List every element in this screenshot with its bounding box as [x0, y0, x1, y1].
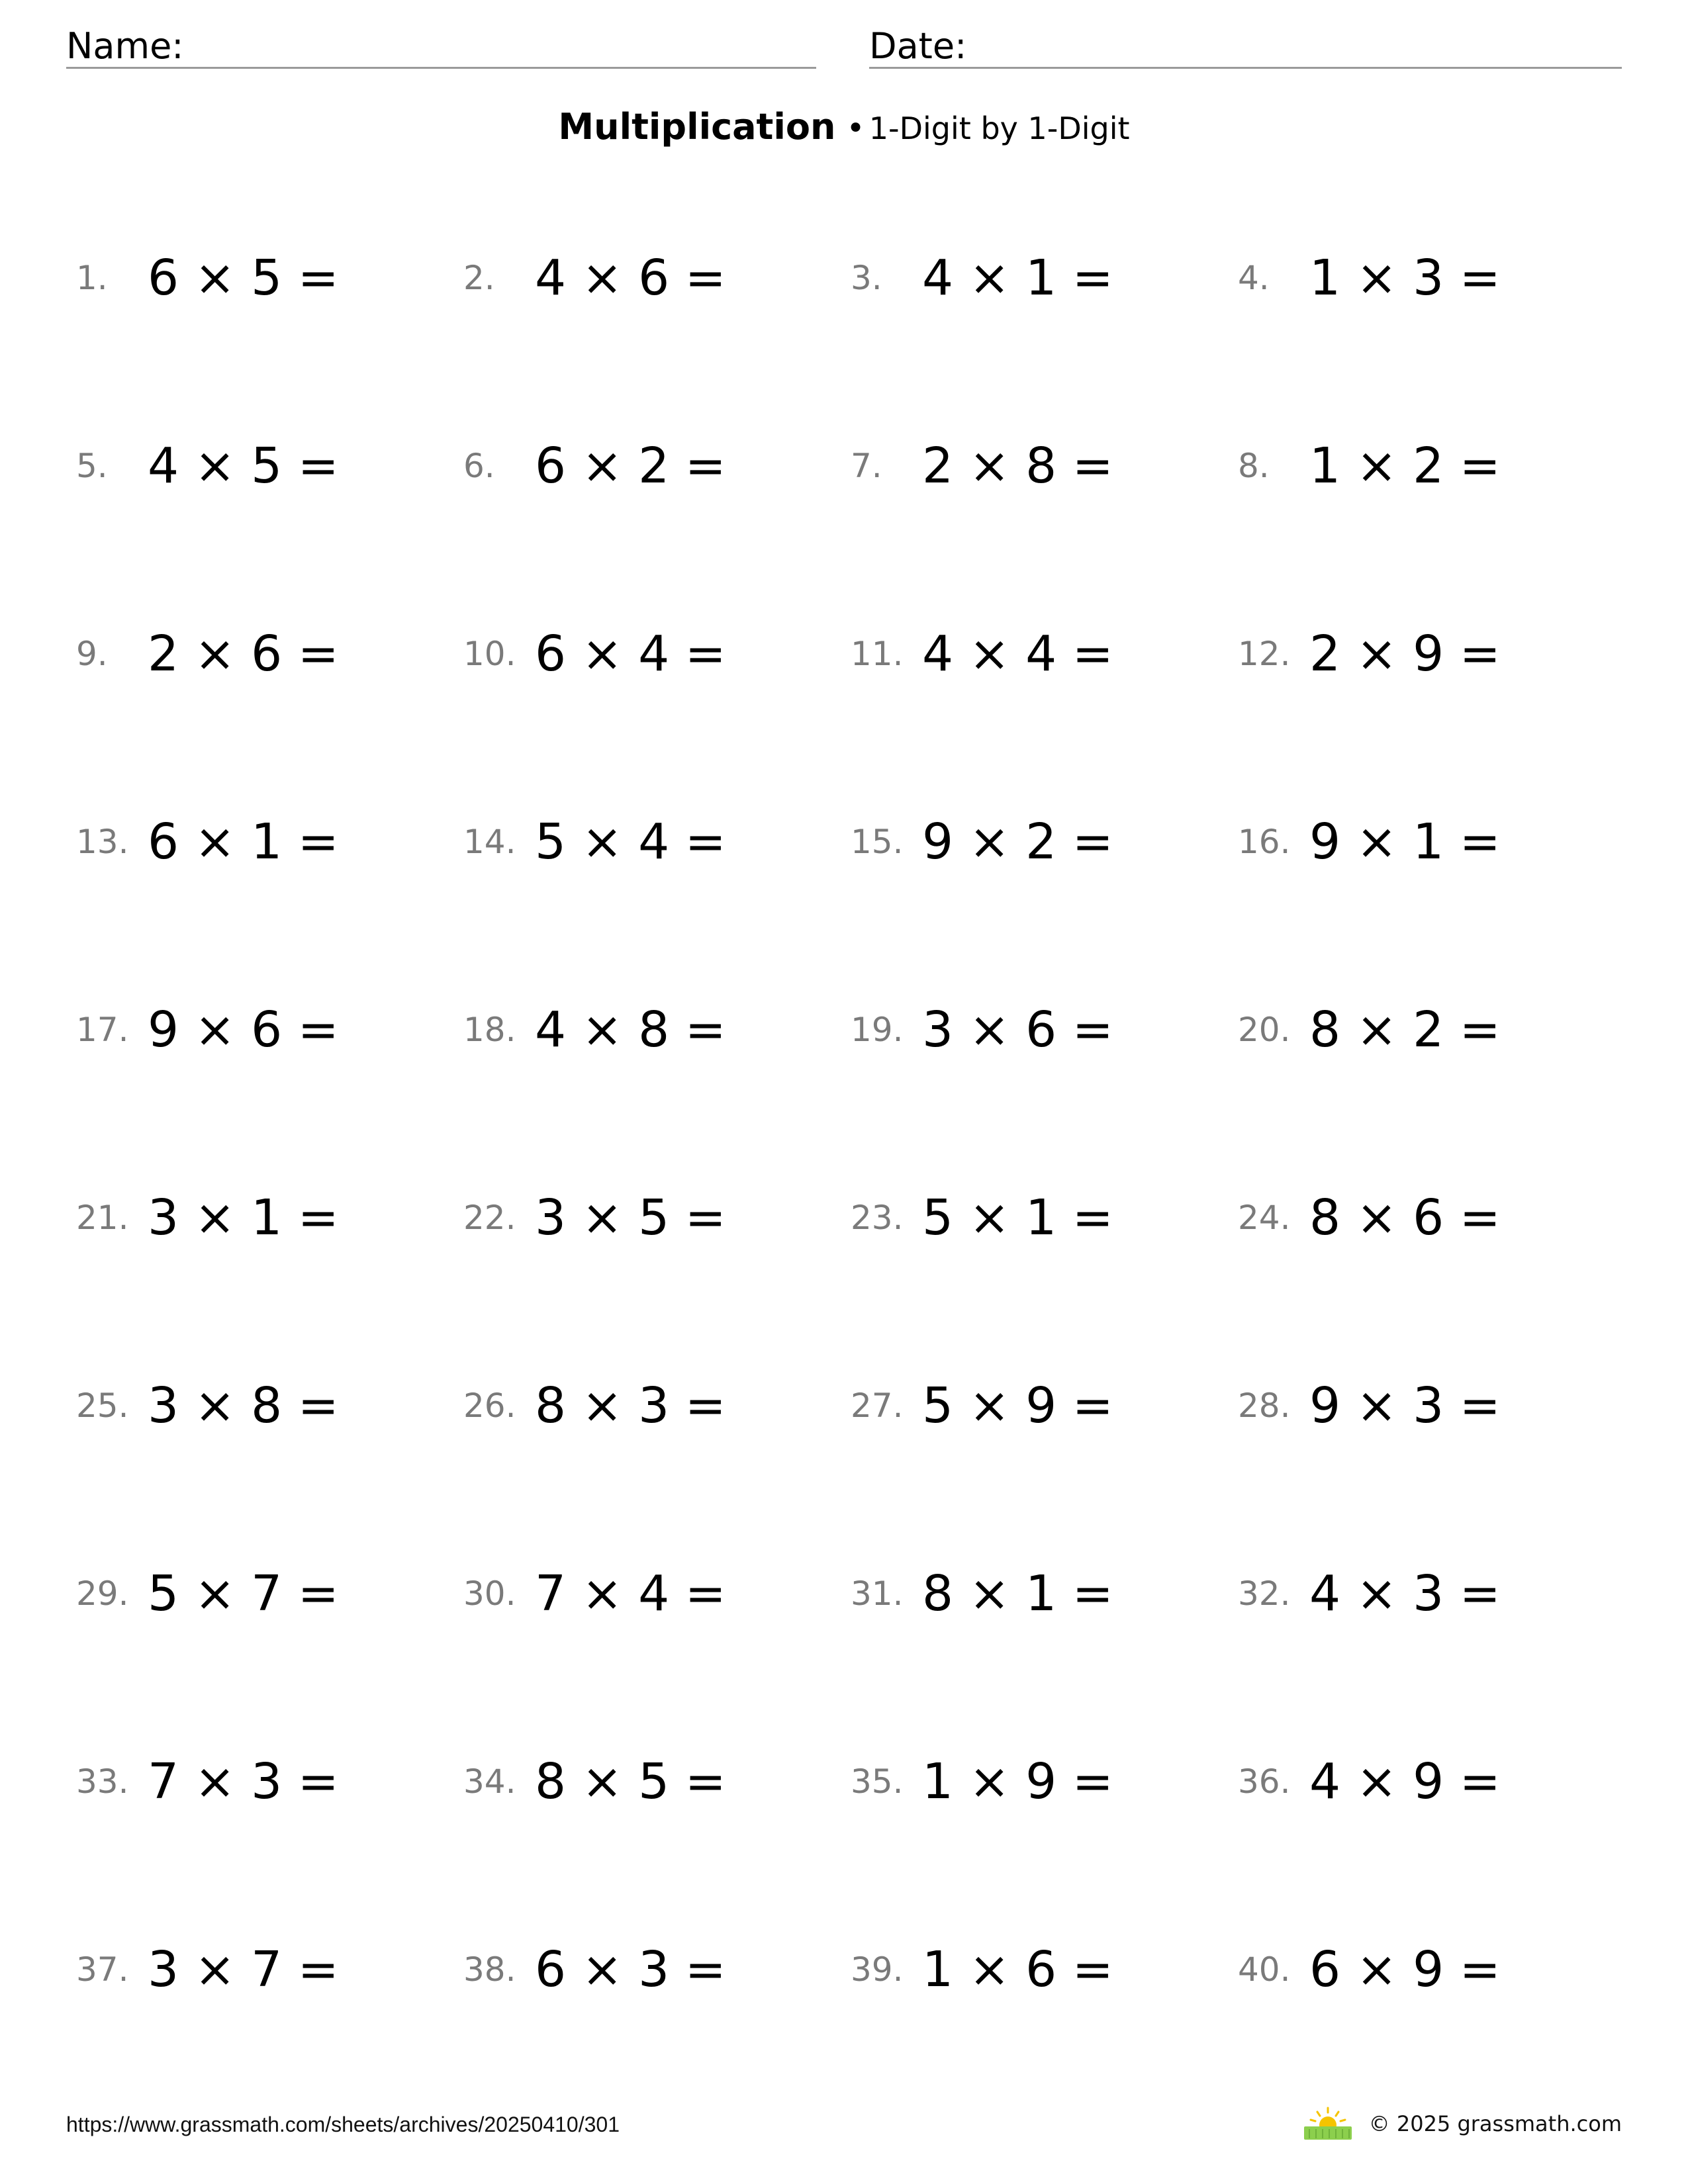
problem-number: 31.: [851, 1574, 904, 1613]
title-main: Multiplication: [558, 106, 836, 148]
problem-expression: 9 × 6 =: [148, 1001, 339, 1058]
problem-number: 27.: [851, 1387, 904, 1425]
problem-expression: 4 × 6 =: [535, 250, 726, 306]
problem-expression: 7 × 4 =: [535, 1565, 726, 1622]
problem-expression: 8 × 1 =: [922, 1565, 1113, 1622]
problem-number: 21.: [76, 1199, 129, 1237]
problem-expression: 6 × 9 =: [1309, 1941, 1501, 1998]
problem-expression: 1 × 3 =: [1309, 250, 1501, 306]
problem-number: 36.: [1238, 1762, 1291, 1801]
problem-expression: 3 × 7 =: [148, 1941, 339, 1998]
problem-expression: 1 × 2 =: [1309, 437, 1501, 494]
problem-expression: 5 × 9 =: [922, 1377, 1113, 1434]
problem-expression: 1 × 9 =: [922, 1753, 1113, 1810]
problem-grid: [76, 238, 1625, 2131]
sun-over-grass-icon: [1303, 2107, 1353, 2141]
problem-number: 32.: [1238, 1574, 1291, 1613]
problem-expression: 3 × 5 =: [535, 1189, 726, 1246]
problem-expression: 4 × 3 =: [1309, 1565, 1501, 1622]
problem-number: 5.: [76, 447, 108, 485]
name-label: Name:: [66, 25, 184, 67]
problem-expression: 6 × 1 =: [148, 813, 339, 870]
problem-number: 8.: [1238, 447, 1270, 485]
problem-number: 26.: [463, 1387, 516, 1425]
problem-expression: 9 × 1 =: [1309, 813, 1501, 870]
problem-expression: 5 × 1 =: [922, 1189, 1113, 1246]
date-label: Date:: [869, 25, 967, 67]
problem-expression: 5 × 7 =: [148, 1565, 339, 1622]
problem-expression: 6 × 4 =: [535, 625, 726, 682]
problem-expression: 3 × 8 =: [148, 1377, 339, 1434]
problem-number: 1.: [76, 259, 108, 297]
problem-expression: 6 × 5 =: [148, 250, 339, 306]
problem-expression: 8 × 5 =: [535, 1753, 726, 1810]
problem-expression: 6 × 2 =: [535, 437, 726, 494]
problem-number: 7.: [851, 447, 882, 485]
problem-number: 12.: [1238, 635, 1291, 673]
problem-number: 2.: [463, 259, 495, 297]
problem-number: 25.: [76, 1387, 129, 1425]
problem-number: 14.: [463, 823, 516, 861]
problem-number: 29.: [76, 1574, 129, 1613]
problem-number: 40.: [1238, 1950, 1291, 1989]
problem-number: 3.: [851, 259, 882, 297]
problem-expression: 5 × 4 =: [535, 813, 726, 870]
problem-expression: 2 × 6 =: [148, 625, 339, 682]
problem-number: 15.: [851, 823, 904, 861]
name-field[interactable]: [66, 24, 816, 69]
problem-expression: 6 × 3 =: [535, 1941, 726, 1998]
problem-number: 4.: [1238, 259, 1270, 297]
problem-number: 24.: [1238, 1199, 1291, 1237]
problem-expression: 7 × 3 =: [148, 1753, 339, 1810]
problem-number: 30.: [463, 1574, 516, 1613]
problem-number: 11.: [851, 635, 904, 673]
title-subtitle: 1-Digit by 1-Digit: [868, 111, 1130, 146]
problem-number: 39.: [851, 1950, 904, 1989]
problem-number: 28.: [1238, 1387, 1291, 1425]
problem-expression: 4 × 4 =: [922, 625, 1113, 682]
problem-expression: 1 × 6 =: [922, 1941, 1113, 1998]
problem-expression: 4 × 5 =: [148, 437, 339, 494]
problem-expression: 4 × 8 =: [535, 1001, 726, 1058]
problem-expression: 9 × 3 =: [1309, 1377, 1501, 1434]
footer-url: https://www.grassmath.com/sheets/archives/20250410/301: [66, 2113, 620, 2136]
problem-number: 6.: [463, 447, 495, 485]
problem-number: 35.: [851, 1762, 904, 1801]
problem-number: 10.: [463, 635, 516, 673]
problem-number: 38.: [463, 1950, 516, 1989]
footer-copyright: © 2025 grassmath.com: [1368, 2111, 1622, 2136]
problem-number: 37.: [76, 1950, 129, 1989]
problem-expression: 8 × 2 =: [1309, 1001, 1501, 1058]
title-separator: •: [846, 110, 865, 147]
problem-expression: 4 × 1 =: [922, 250, 1113, 306]
problem-expression: 3 × 6 =: [922, 1001, 1113, 1058]
problem-number: 18.: [463, 1011, 516, 1049]
problem-number: 20.: [1238, 1011, 1291, 1049]
footer-branding: [1303, 2103, 1622, 2144]
problem-number: 22.: [463, 1199, 516, 1237]
worksheet-title: [0, 106, 1688, 148]
problem-number: 34.: [463, 1762, 516, 1801]
problem-expression: 2 × 9 =: [1309, 625, 1501, 682]
problem-number: 17.: [76, 1011, 129, 1049]
problem-number: 33.: [76, 1762, 129, 1801]
problem-expression: 9 × 2 =: [922, 813, 1113, 870]
problem-expression: 8 × 3 =: [535, 1377, 726, 1434]
problem-expression: 4 × 9 =: [1309, 1753, 1501, 1810]
problem-expression: 3 × 1 =: [148, 1189, 339, 1246]
problem-number: 19.: [851, 1011, 904, 1049]
problem-number: 23.: [851, 1199, 904, 1237]
problem-expression: 2 × 8 =: [922, 437, 1113, 494]
date-field[interactable]: [869, 24, 1622, 69]
problem-number: 9.: [76, 635, 108, 673]
problem-number: 13.: [76, 823, 129, 861]
problem-expression: 8 × 6 =: [1309, 1189, 1501, 1246]
problem-number: 16.: [1238, 823, 1291, 861]
